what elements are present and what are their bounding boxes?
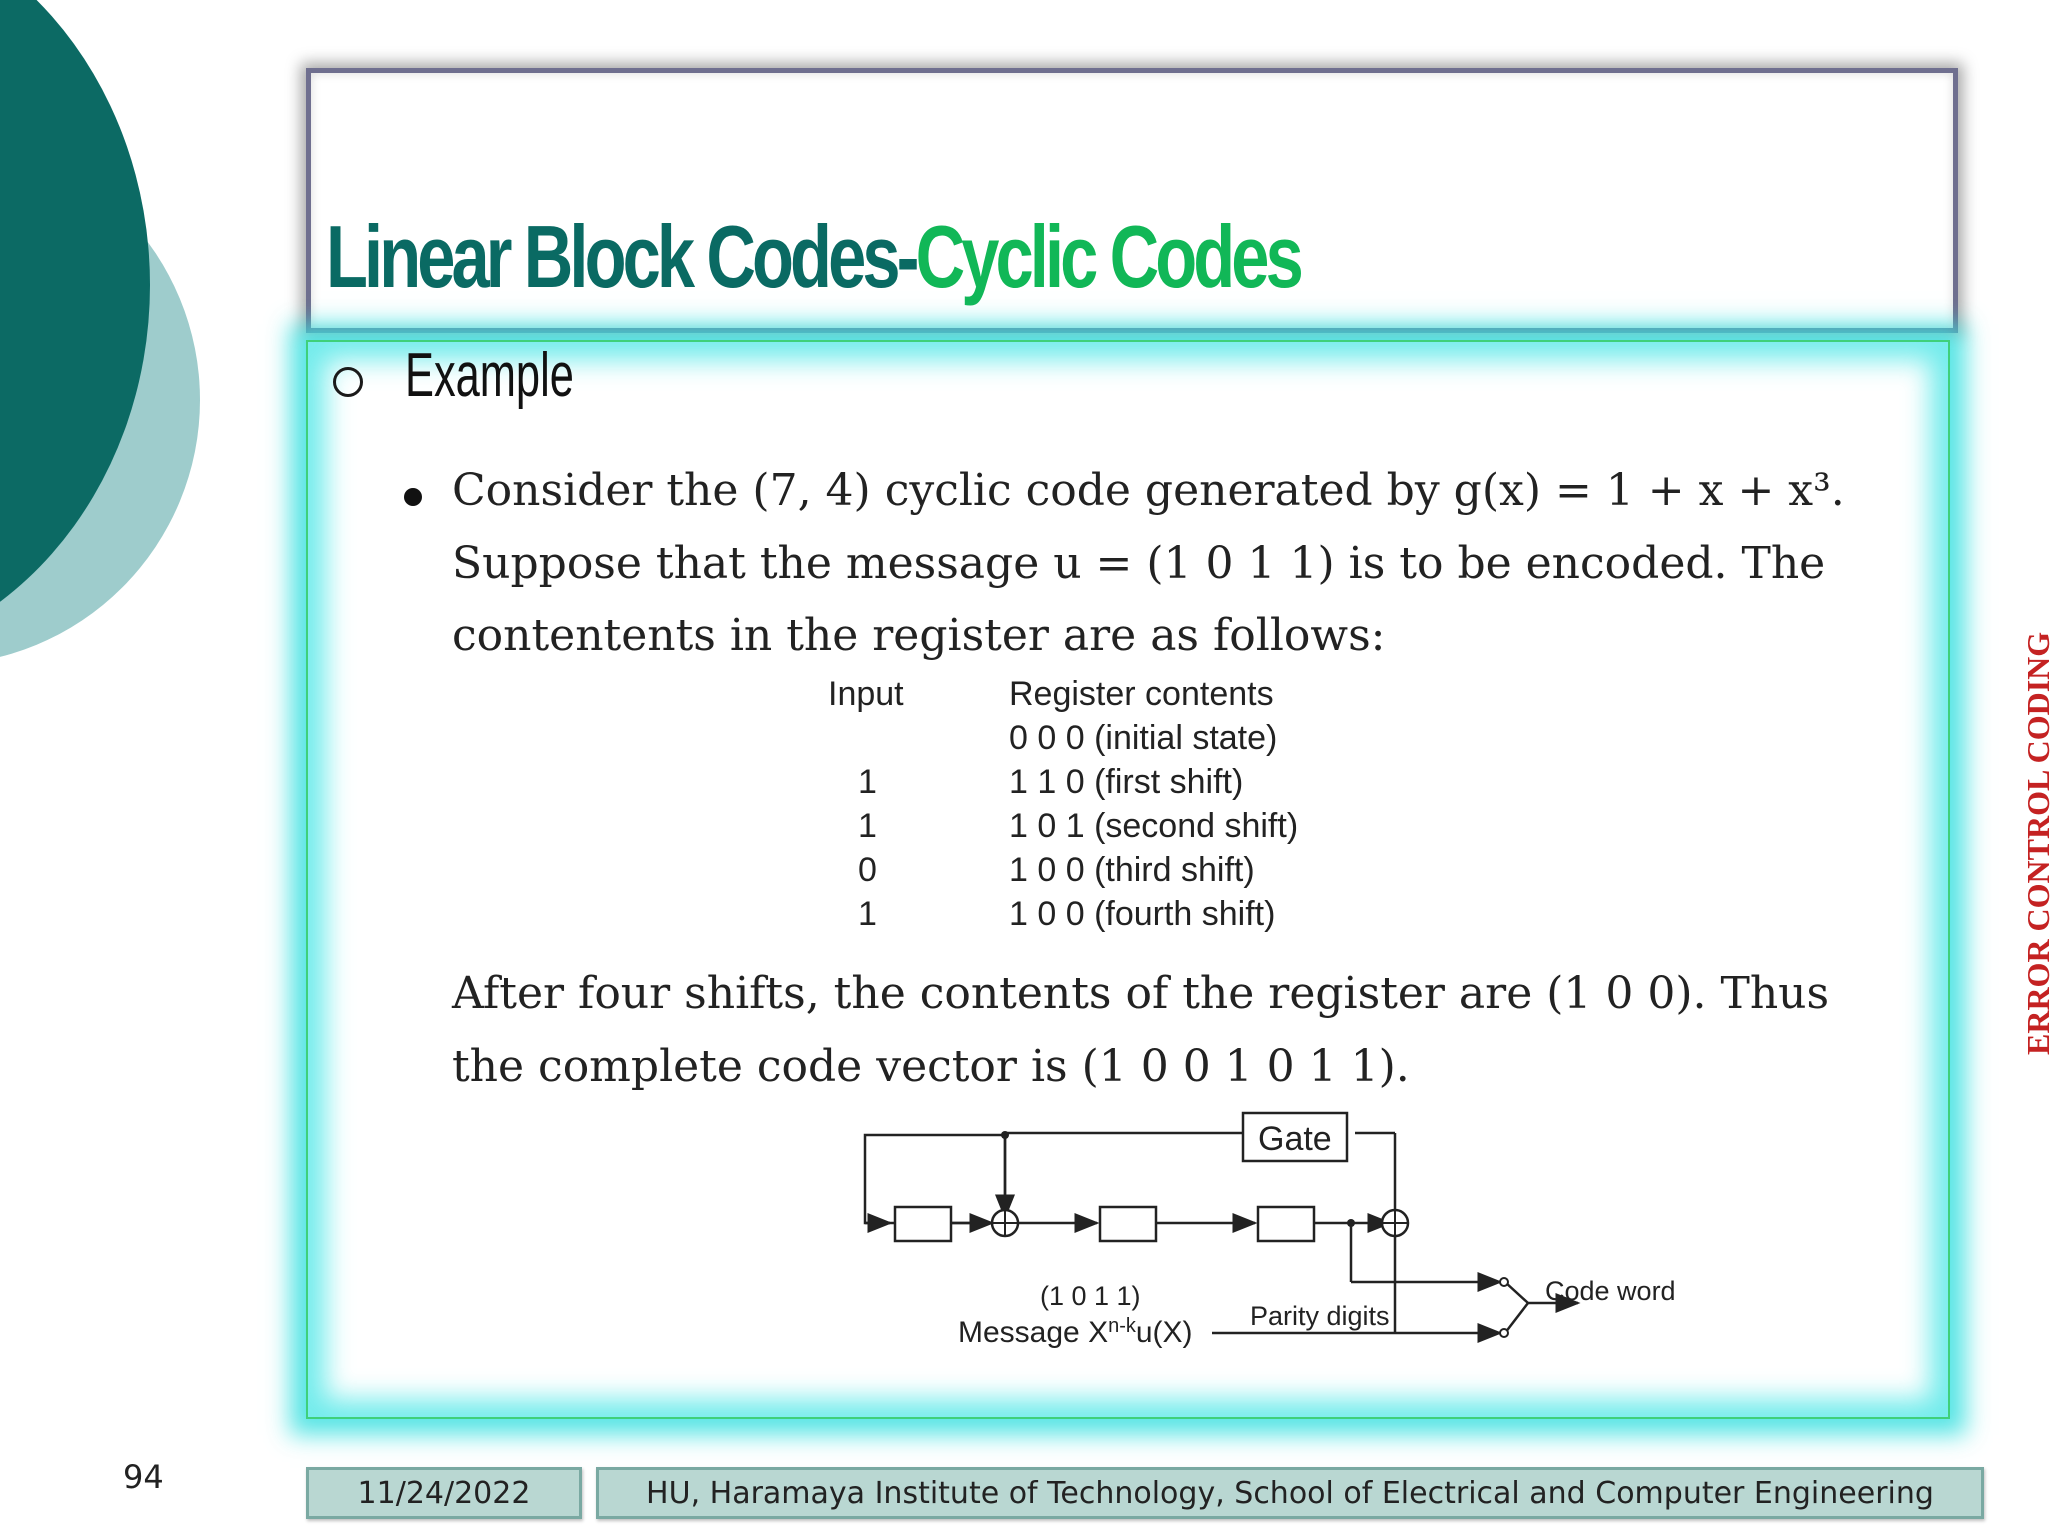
switch-contact [1500, 1278, 1508, 1286]
switch-contact [1500, 1329, 1508, 1337]
table-input-cell: 0 [858, 851, 877, 889]
slide-title [326, 206, 1300, 308]
title-part-2: Cyclic Codes [915, 207, 1300, 306]
table-input-cell: 1 [858, 807, 877, 845]
table-register-cell: 1 0 1 (second shift) [1009, 807, 1299, 845]
page-number: 94 [123, 1458, 164, 1496]
table-register-cell: 1 1 0 (first shift) [1009, 763, 1244, 801]
message-label-superscript: n-k [1108, 1315, 1136, 1337]
table-register-cell: 0 0 0 (initial state) [1009, 719, 1278, 757]
message-label-tail: u(X) [1135, 1316, 1193, 1349]
conclusion-line-1: After four shifts, the contents of the register are (1 0 0). Thus [452, 968, 1830, 1019]
switch-arm [1505, 1303, 1528, 1333]
encoder-circuit-diagram [800, 1105, 1720, 1365]
switch-arm [1505, 1282, 1528, 1303]
register-stage-1 [895, 1207, 951, 1241]
title-part-1: Linear Block Codes- [326, 207, 916, 306]
register-stage-2 [1100, 1207, 1156, 1241]
message-label [958, 1315, 1193, 1349]
footer-date: 11/24/2022 [306, 1467, 582, 1519]
section-heading: Example [405, 341, 574, 410]
footer-institution: HU, Haramaya Institute of Technology, School of Electrical and Computer Engineering [596, 1467, 1984, 1519]
table-header-register: Register contents [1009, 675, 1274, 713]
paragraph-line-1: Consider the (7, 4) cyclic code generated by g(x) = 1 + x + x³. [452, 465, 1845, 516]
table-header-input: Input [828, 675, 904, 713]
conclusion-line-2: the complete code vector is (1 0 0 1 0 1 1). [452, 1041, 1410, 1092]
paragraph-line-3: contentents in the register are as follows: [452, 610, 1386, 661]
parity-label: Parity digits [1250, 1301, 1390, 1331]
paragraph-line-2: Suppose that the message u = (1 0 1 1) is to be encoded. The [452, 538, 1826, 589]
table-input-cell: 1 [858, 895, 877, 933]
junction-dot [1347, 1219, 1355, 1227]
table-register-cell: 1 0 0 (third shift) [1009, 851, 1255, 889]
side-label: ERROR CONTROL CODING [2020, 631, 2056, 1055]
table-register-cell: 1 0 0 (fourth shift) [1009, 895, 1276, 933]
junction-dot [1001, 1131, 1009, 1139]
message-bits-label: (1 0 1 1) [1040, 1281, 1141, 1311]
bullet-icon [404, 488, 422, 506]
codeword-label: Code word [1545, 1276, 1676, 1306]
register-stage-3 [1258, 1207, 1314, 1241]
table-input-cell: 1 [858, 763, 877, 801]
hollow-bullet-icon [333, 367, 363, 397]
message-label-text: Message X [958, 1316, 1109, 1349]
gate-label: Gate [1258, 1120, 1332, 1158]
